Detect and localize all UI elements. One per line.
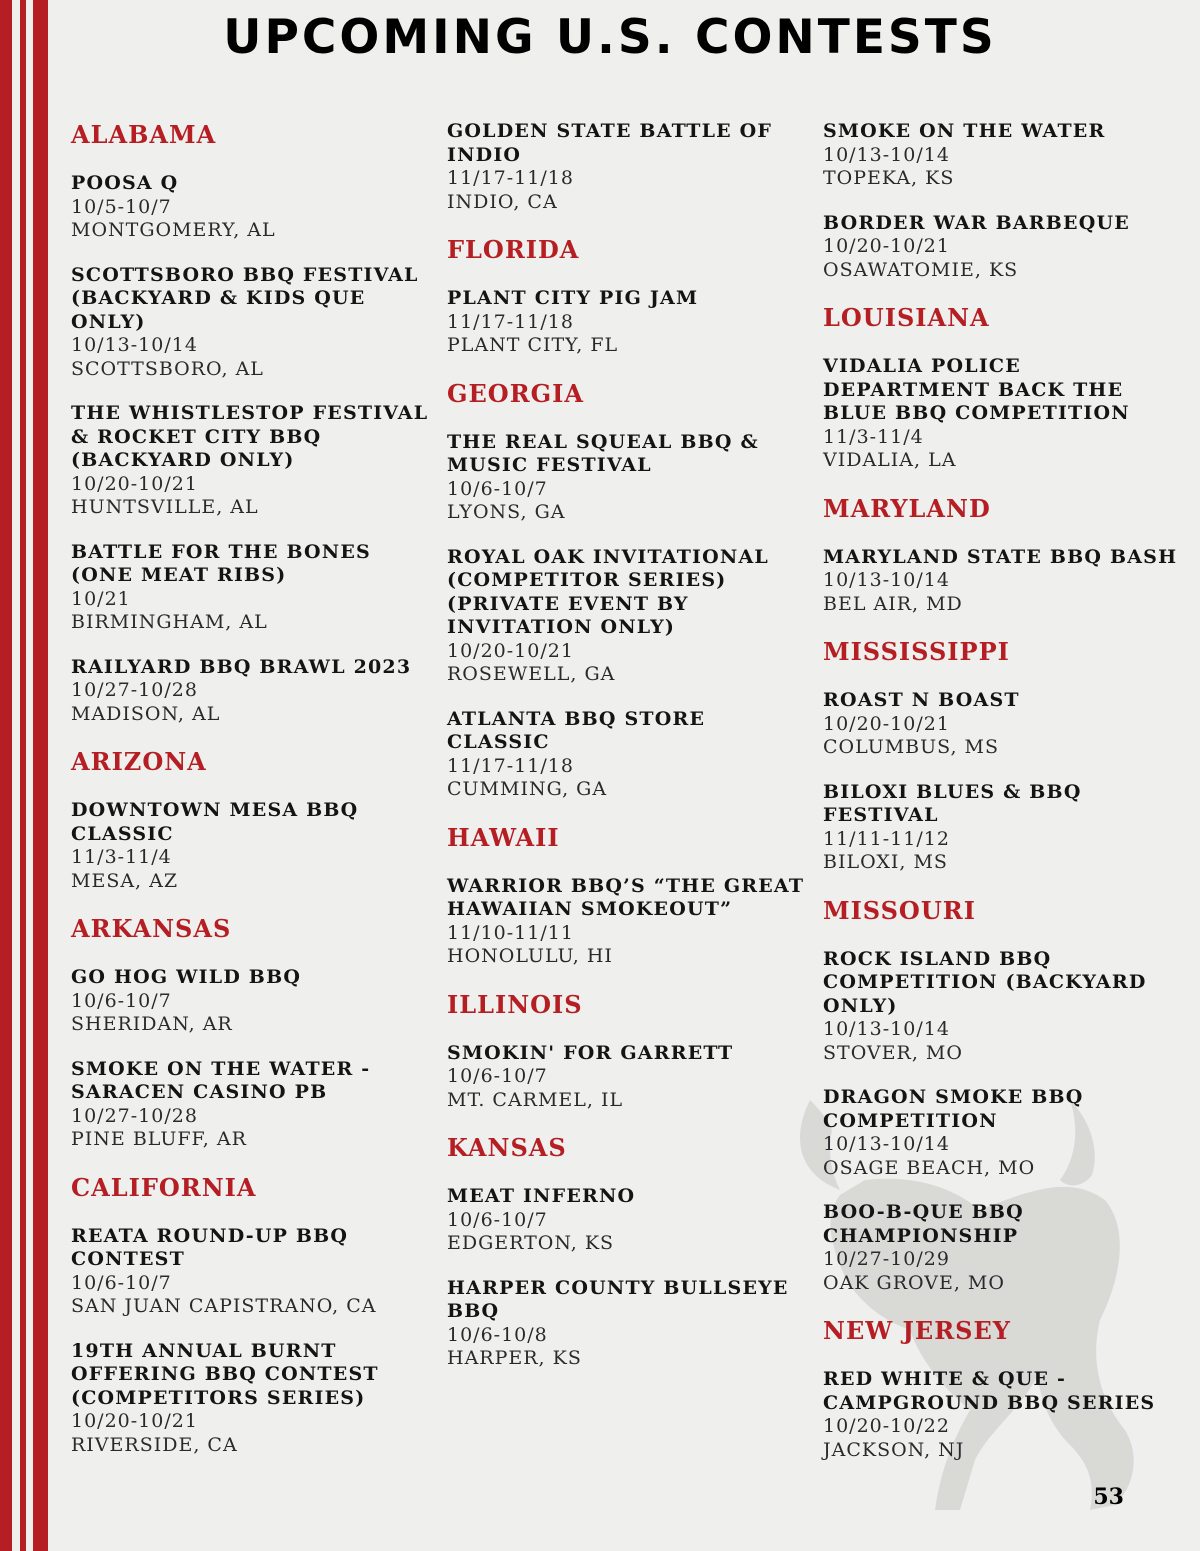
contest-name: SCOTTSBORO BBQ FESTIVAL (BACKYARD & KIDS QUE ONLY) (71, 263, 419, 333)
contest-date: 10/27-10/28 (71, 1104, 198, 1127)
contest-location: OSAWATOMIE, KS (823, 258, 1019, 281)
contest-name: ATLANTA BBQ STORE CLASSIC (447, 707, 706, 753)
contest-date: 11/10-11/11 (447, 921, 574, 944)
contest-date: 10/20-10/21 (71, 472, 198, 495)
contest-name: PLANT CITY PIG JAM (447, 287, 699, 309)
contest-date: 10/21 (71, 587, 131, 610)
state-heading: MISSOURI (823, 895, 976, 925)
contest-entry (447, 1277, 807, 1371)
contest-location: PINE BLUFF, AR (71, 1128, 247, 1150)
contest-entry (823, 546, 1183, 617)
contest-location: MONTGOMERY, AL (71, 219, 276, 241)
contest-date: 10/6-10/7 (447, 477, 548, 500)
state-heading: LOUISIANA (823, 303, 990, 332)
contest-name: BORDER WAR BARBEQUE (823, 211, 1130, 234)
contest-name: RED WHITE & QUE - CAMPGROUND BBQ SERIES (823, 1368, 1156, 1414)
contest-location: TOPEKA, KS (823, 167, 955, 189)
contest-location: VIDALIA, LA (823, 449, 957, 471)
contest-entry (71, 264, 431, 382)
contest-location: PLANT CITY, FL (447, 334, 619, 356)
contest-name: GOLDEN STATE BATTLE OF INDIO (447, 120, 773, 166)
contest-date: 11/3-11/4 (823, 425, 924, 448)
contest-entry (823, 1086, 1183, 1180)
contest-name: HARPER COUNTY BULLSEYE BBQ (447, 1276, 789, 1322)
contest-location: HUNTSVILLE, AL (71, 496, 259, 518)
contest-entry (823, 355, 1183, 473)
state-heading: ALABAMA (71, 120, 217, 149)
contest-entry (71, 966, 431, 1037)
contest-name: THE REAL SQUEAL BBQ & MUSIC FESTIVAL (447, 430, 759, 476)
state-heading: FLORIDA (447, 235, 580, 264)
contest-location: HARPER, KS (447, 1347, 582, 1369)
state-heading: MARYLAND (823, 493, 991, 523)
red-stripe (0, 0, 12, 1551)
contest-name: 19TH ANNUAL BURNT OFFERING BBQ CONTEST (COMPETITORS SERIES) (71, 1339, 379, 1409)
contest-date: 10/20-10/22 (823, 1415, 950, 1437)
contest-location: SHERIDAN, AR (71, 1013, 233, 1035)
state-heading: HAWAII (447, 822, 560, 852)
contest-location: COLUMBUS, MS (823, 736, 1000, 758)
contest-date: 10/6-10/7 (447, 1065, 548, 1087)
contest-entry (823, 948, 1183, 1066)
contest-location: BEL AIR, MD (823, 592, 963, 615)
contest-name: DRAGON SMOKE BBQ COMPETITION (823, 1086, 1084, 1132)
contest-entry (447, 431, 807, 525)
contest-name: DOWNTOWN MESA BBQ CLASSIC (71, 799, 359, 845)
contest-date: 10/13-10/14 (823, 569, 950, 591)
contest-name: POOSA Q (71, 172, 179, 194)
contest-date: 11/3-11/4 (71, 846, 172, 868)
contest-name: RAILYARD BBQ BRAWL 2023 (71, 655, 412, 678)
contest-date: 11/17-11/18 (447, 754, 574, 777)
state-heading: CALIFORNIA (71, 1172, 257, 1202)
contest-name: BILOXI BLUES & BBQ FESTIVAL (823, 780, 1082, 826)
contest-entry (447, 875, 807, 969)
contest-entry (447, 1185, 807, 1256)
page-title: UPCOMING U.S. CONTESTS (223, 10, 997, 65)
contest-entry (823, 212, 1183, 283)
contest-name: VIDALIA POLICE DEPARTMENT BACK THE BLUE BBQ COMPETITION (823, 355, 1130, 424)
state-heading: NEW JERSEY (823, 1316, 1011, 1345)
contest-entry (823, 781, 1183, 875)
contest-date: 10/27-10/28 (71, 679, 198, 701)
contest-entry (823, 1368, 1183, 1462)
contest-entry (71, 1340, 431, 1458)
contest-name: SMOKE ON THE WATER (823, 120, 1106, 142)
contest-name: THE WHISTLESTOP FESTIVAL & ROCKET CITY BBQ (BACKYARD ONLY) (71, 402, 429, 471)
contest-date: 11/17-11/18 (447, 310, 574, 333)
contest-entry (71, 1058, 431, 1152)
contest-entry (823, 120, 1183, 191)
contest-location: MT. CARMEL, IL (447, 1088, 624, 1111)
contest-name: MARYLAND STATE BBQ BASH (823, 545, 1178, 568)
contest-name: SMOKIN' FOR GARRETT (447, 1041, 734, 1064)
contest-location: CUMMING, GA (447, 778, 608, 800)
contest-name: WARRIOR BBQ’S “THE GREAT HAWAIIAN SMOKEOUT” (447, 874, 805, 920)
contest-date: 11/11-11/12 (823, 827, 950, 850)
contest-location: SAN JUAN CAPISTRANO, CA (71, 1295, 377, 1317)
contest-date: 10/27-10/29 (823, 1248, 950, 1270)
contest-date: 10/20-10/21 (71, 1410, 198, 1432)
contest-location: OSAGE BEACH, MO (823, 1156, 1036, 1179)
contest-date: 10/5-10/7 (71, 195, 172, 218)
contest-entry (71, 172, 431, 243)
red-stripe (20, 0, 26, 1551)
contest-entry (823, 1201, 1183, 1295)
contest-name: ROYAL OAK INVITATIONAL (COMPETITOR SERIES) (PRIVATE EVENT BY INVITATION ONLY) (447, 545, 769, 638)
contest-location: BILOXI, MS (823, 851, 948, 873)
state-heading: ILLINOIS (447, 989, 583, 1019)
contest-entry (71, 541, 431, 635)
contest-column (447, 120, 807, 1392)
state-heading: ARIZONA (71, 747, 207, 776)
contest-location: EDGERTON, KS (447, 1232, 615, 1254)
contest-location: HONOLULU, HI (447, 945, 613, 967)
contest-date: 10/13-10/14 (823, 143, 950, 166)
state-heading: KANSAS (447, 1133, 567, 1162)
contest-name: MEAT INFERNO (447, 1185, 636, 1207)
contest-location: LYONS, GA (447, 501, 566, 523)
contest-entry (71, 799, 431, 893)
contest-date: 10/20-10/21 (823, 712, 950, 735)
contest-name: BATTLE FOR THE BONES (ONE MEAT RIBS) (71, 540, 371, 586)
contest-date: 10/6-10/7 (447, 1208, 548, 1231)
contest-entry (71, 402, 431, 520)
contest-date: 10/13-10/14 (823, 1133, 950, 1155)
contest-location: OAK GROVE, MO (823, 1271, 1005, 1294)
contest-location: STOVER, MO (823, 1041, 963, 1064)
contest-date: 11/17-11/18 (447, 167, 574, 189)
contest-entry (71, 656, 431, 727)
contest-date: 10/6-10/7 (71, 1271, 172, 1294)
contest-location: INDIO, CA (447, 190, 558, 213)
contest-column (71, 120, 431, 1478)
state-heading: MISSISSIPPI (823, 637, 1010, 666)
contest-date: 10/20-10/21 (447, 639, 574, 662)
contest-entry (447, 120, 807, 214)
contest-location: ROSEWELL, GA (447, 663, 616, 685)
red-stripe (33, 0, 48, 1551)
contest-date: 10/13-10/14 (71, 334, 198, 356)
contest-entry (447, 1042, 807, 1113)
state-heading: ARKANSAS (71, 914, 232, 943)
contest-date: 10/20-10/21 (823, 235, 950, 257)
contest-entry (71, 1225, 431, 1319)
contest-location: JACKSON, NJ (823, 1438, 965, 1461)
contest-entry (447, 708, 807, 802)
state-heading: GEORGIA (447, 378, 584, 408)
contest-entry (447, 546, 807, 687)
contest-name: GO HOG WILD BBQ (71, 966, 302, 988)
contest-name: ROCK ISLAND BBQ COMPETITION (BACKYARD ONLY) (823, 947, 1147, 1017)
contest-date: 10/6-10/7 (71, 989, 172, 1012)
contest-name: REATA ROUND-UP BBQ CONTEST (71, 1224, 349, 1270)
contest-date: 10/13-10/14 (823, 1018, 950, 1040)
contest-date: 10/6-10/8 (447, 1323, 548, 1346)
contest-location: BIRMINGHAM, AL (71, 611, 268, 633)
contest-location: RIVERSIDE, CA (71, 1433, 238, 1456)
contest-name: BOO-B-QUE BBQ CHAMPIONSHIP (823, 1201, 1024, 1247)
contest-name: ROAST N BOAST (823, 689, 1020, 711)
contest-column (823, 120, 1183, 1483)
contest-entry (823, 689, 1183, 760)
contest-name: SMOKE ON THE WATER - SARACEN CASINO PB (71, 1057, 371, 1103)
contest-entry (447, 287, 807, 358)
page-number: 53 (1093, 1484, 1124, 1510)
contest-location: MESA, AZ (71, 869, 179, 892)
contest-location: SCOTTSBORO, AL (71, 357, 264, 380)
contest-location: MADISON, AL (71, 702, 221, 725)
